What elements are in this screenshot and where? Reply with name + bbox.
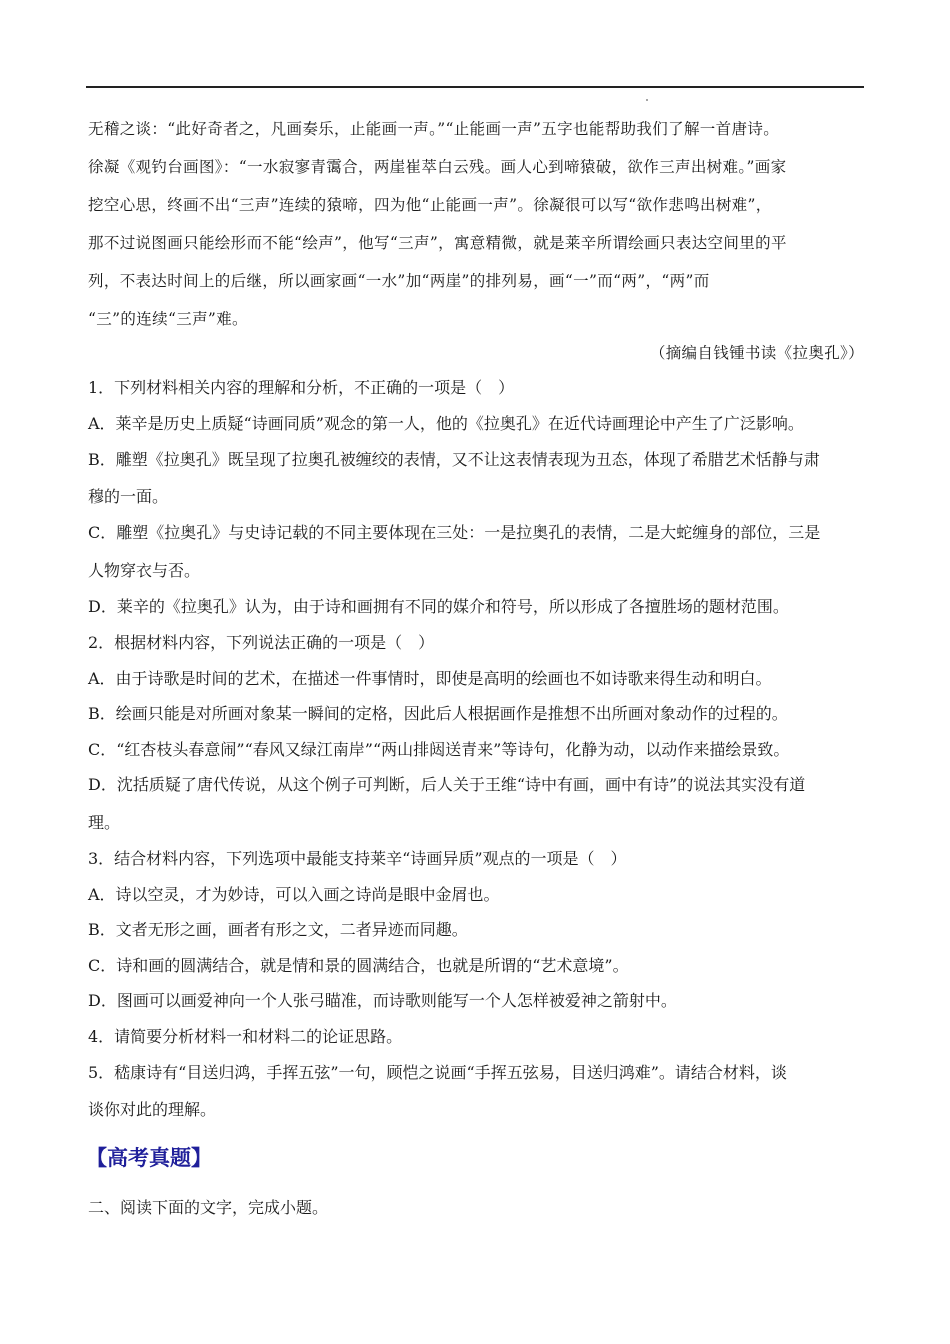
question-3-option-c: C．诗和画的圆满结合，就是情和景的圆满结合，也就是所谓的“艺术意境”。 xyxy=(88,956,629,975)
passage-line: 徐凝《观钓台画图》：“一水寂寥青霭合，两崖崔萃白云残。画人心到啼猿破，欲作三声出树难。”画家 xyxy=(88,158,787,176)
header-rule xyxy=(86,86,864,88)
passage-source: （摘编自钱锺书读《拉奥孔》） xyxy=(649,344,864,362)
question-1-option-a: A．莱辛是历史上质疑“诗画同质”观念的第一人，他的《拉奥孔》在近代诗画理论中产生了广泛影响。 xyxy=(88,414,804,433)
question-3-option-b: B．文者无形之画，画者有形之文，二者异迹而同趣。 xyxy=(88,920,468,939)
question-1-option-b-cont: 穆的一面。 xyxy=(88,487,169,506)
question-2-option-c: C．“红杏枝头春意闹”“春风又绿江南岸”“两山排闼送青来”等诗句，化静为动，以动作来描绘景致。 xyxy=(88,740,790,759)
question-1-option-d: D．莱辛的《拉奥孔》认为，由于诗和画拥有不同的媒介和符号，所以形成了各擅胜场的题材范围。 xyxy=(88,597,789,616)
question-2-option-d: D．沈括质疑了唐代传说，从这个例子可判断，后人关于王维“诗中有画，画中有诗”的说法其实没有道 xyxy=(88,775,806,794)
passage-line: “三”的连续“三声”难。 xyxy=(88,310,248,328)
question-2-option-b: B．绘画只能是对所画对象某一瞬间的定格，因此后人根据画作是推想不出所画对象动作的过程的。 xyxy=(88,704,788,723)
question-4: 4．请简要分析材料一和材料二的论证思路。 xyxy=(88,1027,403,1046)
question-3-stem: 3．结合材料内容，下列选项中最能支持莱辛“诗画异质”观点的一项是（ ） xyxy=(88,849,627,868)
question-1-option-c-cont: 人物穿衣与否。 xyxy=(88,561,201,580)
question-3-option-a: A．诗以空灵，才为妙诗，可以入画之诗尚是眼中金屑也。 xyxy=(88,885,500,904)
question-5-cont: 谈你对此的理解。 xyxy=(88,1100,217,1119)
question-3-option-d: D．图画可以画爱神向一个人张弓瞄准，而诗歌则能写一个人怎样被爱神之箭射中。 xyxy=(88,991,677,1010)
question-2-option-a: A．由于诗歌是时间的艺术，在描述一件事情时，即使是高明的绘画也不如诗歌来得生动和明白。 xyxy=(88,669,772,688)
passage-line: 那不过说图画只能绘形而不能“绘声”，他写“三声”，寓意精微，就是莱辛所谓绘画只表达空间里的平 xyxy=(88,234,787,252)
question-1-option-b: B．雕塑《拉奥孔》既呈现了拉奥孔被缠绞的表情，又不让这表情表现为丑态，体现了希腊艺术恬静与肃 xyxy=(88,450,820,469)
question-2-option-d-cont: 理。 xyxy=(88,813,121,832)
passage-line: 无稽之谈：“此好奇者之，凡画奏乐，止能画一声。”“止能画一声”五字也能帮助我们了解一首唐诗。 xyxy=(88,120,780,138)
section-heading: 【高考真题】 xyxy=(86,1146,212,1170)
question-1-option-c: C．雕塑《拉奥孔》与史诗记载的不同主要体现在三处：一是拉奥孔的表情，二是大蛇缠身的部位，三是 xyxy=(88,523,821,542)
passage-line: 挖空心思，终画不出“三声”连续的猿啼，四为他“止能画一声”。徐凝很可以写“欲作悲鸣出树难”， xyxy=(88,196,772,214)
question-2-stem: 2．根据材料内容，下列说法正确的一项是（ ） xyxy=(88,633,435,652)
question-5: 5．嵇康诗有“目送归鸿，手挥五弦”一句，顾恺之说画“手挥五弦易，目送归鸿难”。请结合材料，谈 xyxy=(88,1063,787,1082)
speck xyxy=(646,99,648,101)
section-instruction: 二、阅读下面的文字，完成小题。 xyxy=(88,1198,329,1217)
passage-line: 列，不表达时间上的后继，所以画家画“一水”加“两崖”的排列易，画“一”而“两”，“两”而 xyxy=(88,272,710,290)
question-1-stem: 1．下列材料相关内容的理解和分析，不正确的一项是（ ） xyxy=(88,378,515,397)
